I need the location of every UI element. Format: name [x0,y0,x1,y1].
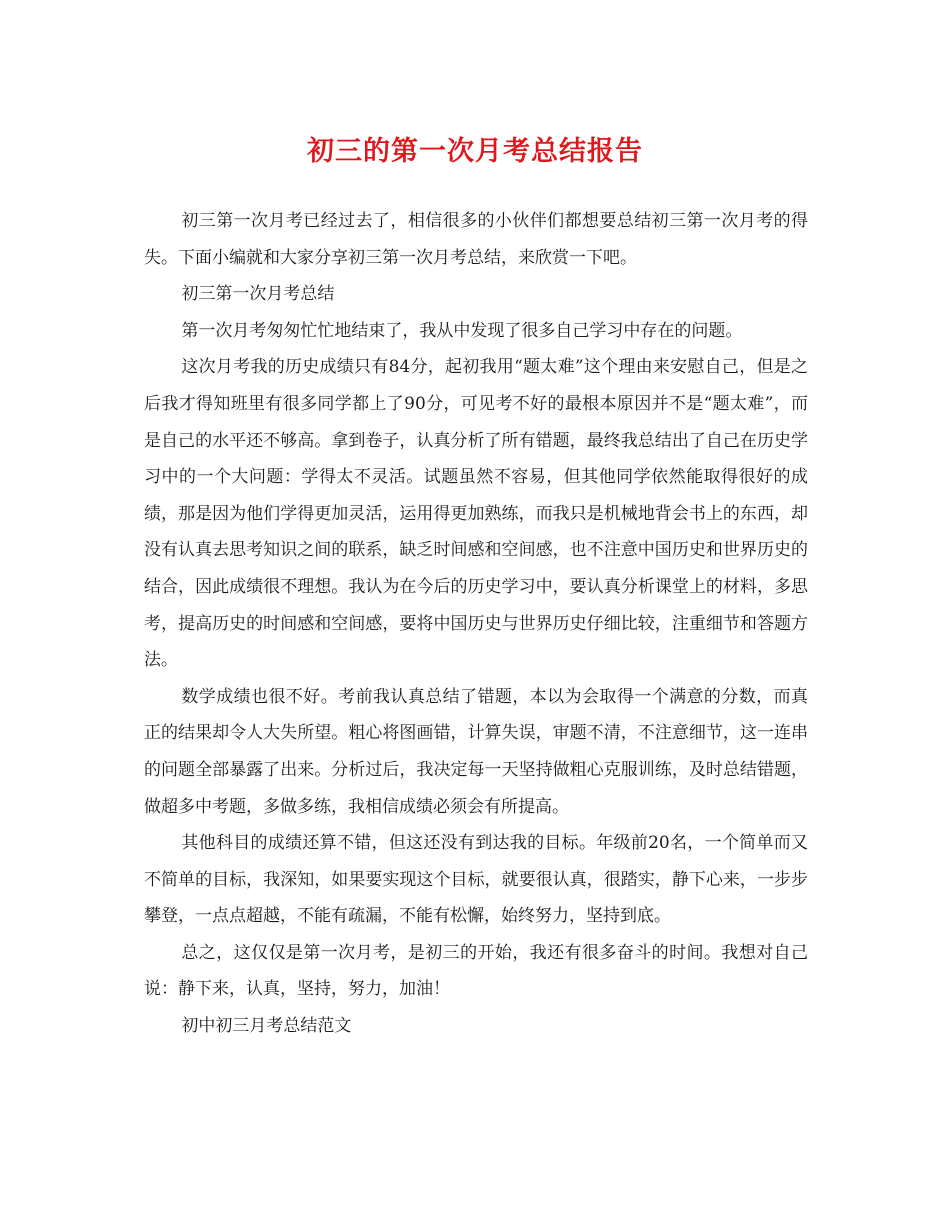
document-title: 初三的第一次月考总结报告 [307,136,643,167]
document-body [144,203,808,1045]
paragraph-history: 这次月考我的历史成绩只有84分，起初我用“题太难”这个理由来安慰自己，但是之后我才得知班里有很多同学都上了90分，可见考不好的最根本原因并不是“题太难”，而是自己的水平还不够高。拿到卷子，认真分析了所有错题，最终我总结出了自己在历史学习中的一个大问题：学得太不灵活。试题虽然不容易，但其他同学依然能取得很好的成绩，那是因为他们学得更加灵活，运用得更加熟练，而我只是机械地背会书上的东西，却没有认真去思考知识之间的联系，缺乏时间感和空间感，也不注意中国历史和世界历史的结合，因此成绩很不理想。我认为在今后的历史学习中，要认真分析课堂上的材料，多思考，提高历史的时间感和空间感，要将中国历史与世界历史仔细比较，注重细节和答题方法。 [144,357,808,671]
paragraph-math: 数学成绩也很不好。考前我认真总结了错题，本以为会取得一个满意的分数，而真正的结果却令人大失所望。粗心将图画错，计算失误，审题不清，不注意细节，这一连串的问题全部暴露了出来。分析过后，我决定每一天坚持做粗心克服训练，及时总结错题，做超多中考题，多做多练，我相信成绩必须会有所提高。 [144,686,808,817]
section-heading-sample: 初中初三月考总结范文 [181,1016,352,1037]
paragraph-intro: 初三第一次月考已经过去了，相信很多的小伙伴们都想要总结初三第一次月考的得失。下面小编就和大家分享初三第一次月考总结，来欣赏一下吧。 [144,211,808,268]
paragraph-conclusion: 总之，这仅仅是第一次月考，是初三的开始，我还有很多奋斗的时间。我想对自己说：静下来，认真，坚持，努力，加油！ [144,942,808,1000]
paragraph-opening: 第一次月考匆匆忙忙地结束了，我从中发现了很多自己学习中存在的问题。 [181,320,743,341]
section-heading-summary: 初三第一次月考总结 [181,284,335,305]
paragraph-other-subjects: 其他科目的成绩还算不错，但这还没有到达我的目标。年级前20名，一个简单而又不简单的目标，我深知，如果要实现这个目标，就要很认真，很踏实，静下心来，一步步攀登，一点点超越，不能有疏漏，不能有松懈，始终努力，坚持到底。 [144,833,808,927]
